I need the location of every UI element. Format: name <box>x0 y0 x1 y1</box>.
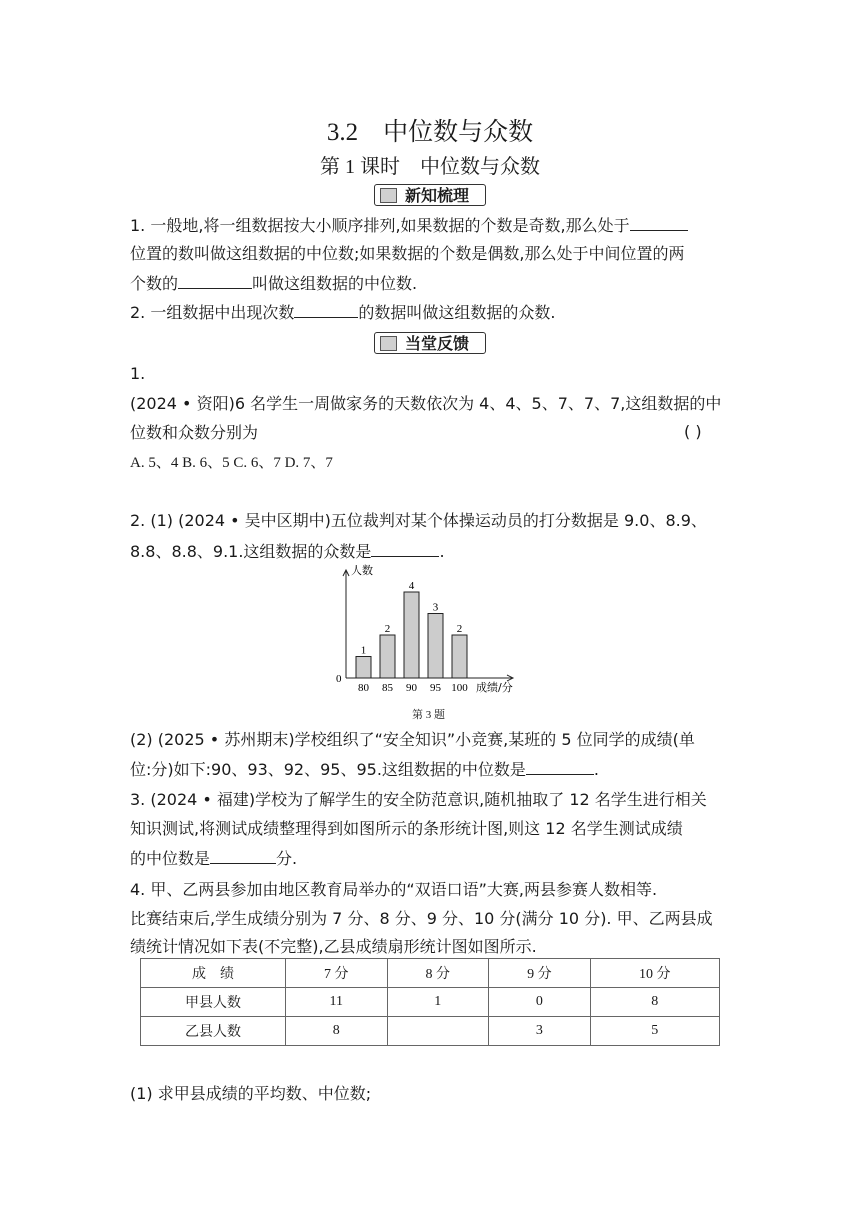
text: 的中位数是 <box>130 849 211 868</box>
answer-paren[interactable]: ( ) <box>684 422 702 441</box>
section-banner-new-knowledge <box>374 184 486 206</box>
page-subtitle: 第 1 课时 中位数与众数 <box>320 156 540 178</box>
section-label: 新知梳理 <box>405 186 470 205</box>
data-label: 2 <box>384 623 391 635</box>
bar <box>380 635 395 678</box>
text: 位:分)如下:90、93、92、95、95.这组数据的中位数是 <box>130 760 526 779</box>
question-2-part-2-line-2: 位:分)如下:90、93、92、95、95.这组数据的中位数是 . <box>130 760 600 779</box>
section-banner-feedback <box>374 332 486 354</box>
knowledge-item-1-line-3 <box>130 272 417 295</box>
question-2-part-1-line-1: 2. (1) (2024 • 吴中区期中)五位裁判对某个体操运动员的打分数据是 9.0、8.9、 <box>130 511 707 530</box>
table-header-row <box>141 959 720 988</box>
table-cell: 1 <box>387 988 489 1017</box>
table-header-cell: 7 分 <box>286 959 388 988</box>
table-cell <box>387 1017 489 1046</box>
table-cell: 8 <box>590 988 719 1017</box>
table-cell: 甲县人数 <box>141 988 286 1017</box>
data-label: 4 <box>408 580 415 592</box>
origin-label: 0 <box>336 673 342 685</box>
text: 分. <box>276 849 298 868</box>
bar <box>356 657 371 679</box>
question-3-line-1: 3. (2024 • 福建)学校为了解学生的安全防范意识,随机抽取了 12 名学生进行相关 <box>130 790 707 809</box>
knowledge-item-2 <box>130 301 555 324</box>
table-header-cell: 10 分 <box>590 959 719 988</box>
knowledge-item-1-line-2: 位置的数叫做这组数据的中位数;如果数据的个数是偶数,那么处于中间位置的两 <box>130 244 685 263</box>
data-label: 3 <box>432 601 439 614</box>
question-4-sub-1: (1) 求甲县成绩的平均数、中位数; <box>130 1084 372 1103</box>
text: 8.8、8.8、9.1.这组数据的众数是 <box>130 542 372 561</box>
question-3-line-2: 知识测试,将测试成绩整理得到如图所示的条形统计图,则这 12 名学生测试成绩 <box>130 819 683 838</box>
chart-caption: 第 3 题 <box>412 709 445 721</box>
x-tick-label: 90 <box>406 682 417 694</box>
table-cell: 8 <box>286 1017 388 1046</box>
question-1-line-2: 位数和众数分别为 <box>130 423 259 442</box>
section-label: 当堂反馈 <box>405 334 470 353</box>
table-cell: 3 <box>489 1017 591 1046</box>
answer-blank[interactable] <box>371 540 439 557</box>
x-tick-label: 95 <box>430 682 441 694</box>
text: 1. 一般地,将一组数据按大小顺序排列,如果数据的个数是奇数,那么处于 <box>130 216 630 235</box>
bar <box>428 614 443 679</box>
answer-blank[interactable] <box>630 214 688 231</box>
text: 2. 一组数据中出现次数 <box>130 303 295 322</box>
bar-chart <box>328 560 528 702</box>
data-label: 2 <box>456 623 463 635</box>
table-header-cell: 8 分 <box>387 959 489 988</box>
table-cell: 11 <box>286 988 388 1017</box>
text: 个数的 <box>130 274 179 293</box>
bar <box>404 592 419 678</box>
pen-icon <box>380 336 397 351</box>
question-1-number: 1. <box>130 364 146 383</box>
page-title: 3.2 中位数与众数 <box>326 119 534 146</box>
table-cell: 0 <box>489 988 591 1017</box>
x-tick-label: 80 <box>358 682 369 694</box>
table-row <box>141 1017 720 1046</box>
knowledge-item-1-line-1 <box>130 214 688 237</box>
y-axis-label: 人数 <box>351 564 373 577</box>
x-tick-label: 100 <box>451 682 468 694</box>
question-3-line-3 <box>130 847 297 870</box>
bar <box>452 635 467 678</box>
question-4-line-1: 4. 甲、乙两县参加由地区教育局举办的“双语口语”大赛,两县参赛人数相等. <box>130 880 658 899</box>
answer-blank[interactable] <box>210 847 276 864</box>
question-4-line-2: 比赛结束后,学生成绩分别为 7 分、8 分、9 分、10 分(满分 10 分). 甲、乙两县成 <box>130 909 713 928</box>
table-header-cell: 成 绩 <box>141 959 286 988</box>
question-1-options: A. 5、4 B. 6、5 C. 6、7 D. 7、7 <box>130 455 333 471</box>
answer-blank[interactable] <box>526 758 594 775</box>
question-1-line-1: (2024 • 资阳)6 名学生一周做家务的天数依次为 4、4、5、7、7、7,这组数据的中 <box>130 394 722 413</box>
question-2-part-2-line-1: (2) (2025 • 苏州期末)学校组织了“安全知识”小竞赛,某班的 5 位同学的成绩(单 <box>130 730 695 749</box>
table-row <box>141 988 720 1017</box>
answer-blank[interactable] <box>178 272 252 289</box>
question-4-line-3: 绩统计情况如下表(不完整),乙县成绩扇形统计图如图所示. <box>130 937 537 956</box>
x-tick-label: 85 <box>382 682 393 694</box>
table-header-cell: 9 分 <box>489 959 591 988</box>
text: 叫做这组数据的中位数. <box>252 274 418 293</box>
text: 的数据叫做这组数据的众数. <box>358 303 556 322</box>
book-icon <box>380 188 397 203</box>
table-cell: 5 <box>590 1017 719 1046</box>
x-axis-label: 成绩/分 <box>476 681 513 694</box>
score-table <box>140 958 720 1046</box>
table-cell: 乙县人数 <box>141 1017 286 1046</box>
answer-blank[interactable] <box>294 301 358 318</box>
question-2-part-1-line-2: 8.8、8.8、9.1.这组数据的众数是 . <box>130 542 445 561</box>
data-label: 1 <box>360 644 367 657</box>
